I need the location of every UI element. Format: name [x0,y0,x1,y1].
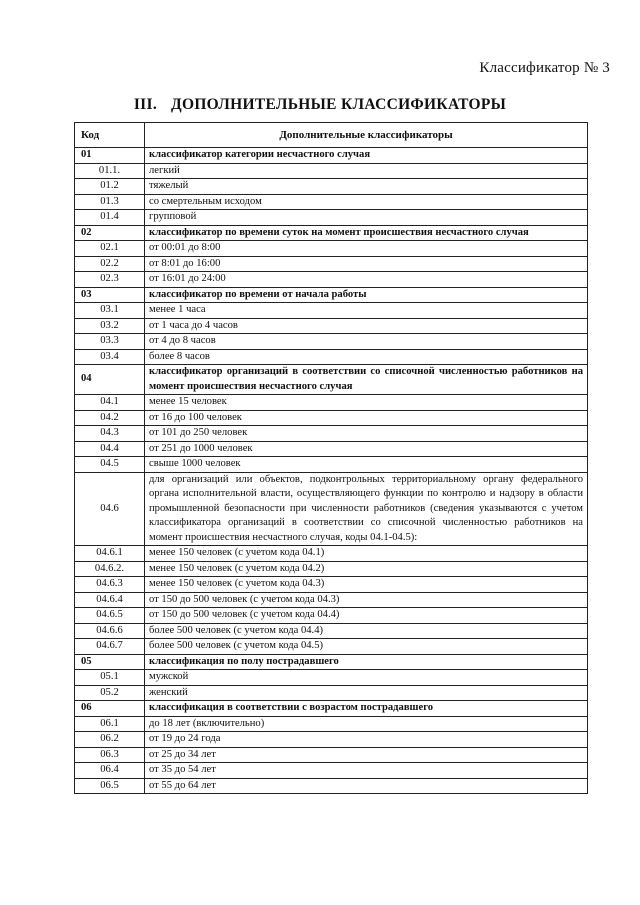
table-row [75,778,588,794]
table-row [75,272,588,288]
row-description: от 16 до 100 человек [145,410,588,426]
row-description: женский [145,685,588,701]
row-code: 04.6.2. [75,561,145,577]
classifiers-table [74,122,588,794]
row-code: 04.4 [75,441,145,457]
row-description: менее 1 часа [145,303,588,319]
table-row [75,623,588,639]
row-description: менее 150 человек (с учетом кода 04.1) [145,546,588,562]
table-row [75,561,588,577]
table-header-row [75,123,588,148]
row-code: 04.3 [75,426,145,442]
row-description: для организаций или объектов, подконтрольных территориальному органу федерального органа исполнительной власти, осуществляющего функции по контролю и надзору в области промышленной безопасности при численности работников (сведения указываются с учетом классификатора организаций в соответствии со списочной численностью работников на момент происшествия несчастного случая, коды 04.1-04.5): [145,472,588,546]
row-description: тяжелый [145,179,588,195]
row-description: от 55 до 64 лет [145,778,588,794]
row-description: от 251 до 1000 человек [145,441,588,457]
column-header-code: Код [75,123,145,148]
table-row [75,395,588,411]
table-row [75,410,588,426]
row-code: 03.3 [75,334,145,350]
row-code: 05.2 [75,685,145,701]
row-code: 06.3 [75,747,145,763]
row-description: классификатор по времени суток на момент происшествия несчастного случая [145,225,588,241]
table-row [75,194,588,210]
table-row [75,639,588,655]
row-code: 02.1 [75,241,145,257]
row-description: легкий [145,163,588,179]
row-description: классификатор категории несчастного случая [145,148,588,164]
row-code: 04.6.1 [75,546,145,562]
row-code: 06.1 [75,716,145,732]
table-row [75,426,588,442]
row-code: 04.6.5 [75,608,145,624]
row-code: 04.1 [75,395,145,411]
table-row [75,763,588,779]
row-description: мужской [145,670,588,686]
table-row [75,349,588,365]
section-title [0,96,640,114]
row-description: менее 15 человек [145,395,588,411]
column-header-classifiers: Дополнительные классификаторы [145,123,588,148]
table-row [75,303,588,319]
table-row [75,732,588,748]
table-row [75,546,588,562]
table-row [75,241,588,257]
row-code: 01.4 [75,210,145,226]
row-code: 01.1. [75,163,145,179]
table-row [75,685,588,701]
table-row [75,670,588,686]
row-code: 03 [75,287,145,303]
table-group-row [75,701,588,717]
table-row [75,334,588,350]
row-code: 04.6.7 [75,639,145,655]
row-description: от 4 до 8 часов [145,334,588,350]
table-group-row [75,287,588,303]
row-description: свыше 1000 человек [145,457,588,473]
row-description: более 8 часов [145,349,588,365]
row-description: более 500 человек (с учетом кода 04.5) [145,639,588,655]
row-description: от 101 до 250 человек [145,426,588,442]
row-code: 04.6.3 [75,577,145,593]
row-code: 06.4 [75,763,145,779]
row-code: 04.2 [75,410,145,426]
row-description: со смертельным исходом [145,194,588,210]
row-code: 02.2 [75,256,145,272]
section-title-text: ДОПОЛНИТЕЛЬНЫЕ КЛАССИФИКАТОРЫ [171,96,507,113]
row-code: 04.5 [75,457,145,473]
table-row [75,472,588,546]
row-code: 01.3 [75,194,145,210]
row-code: 06.2 [75,732,145,748]
table-row [75,592,588,608]
row-code: 05.1 [75,670,145,686]
table-row [75,747,588,763]
table-row [75,163,588,179]
table-row [75,179,588,195]
row-description: менее 150 человек (с учетом кода 04.2) [145,561,588,577]
table-group-row [75,225,588,241]
row-code: 06 [75,701,145,717]
row-description: от 19 до 24 года [145,732,588,748]
table-row [75,210,588,226]
row-code: 01.2 [75,179,145,195]
row-description: от 16:01 до 24:00 [145,272,588,288]
table-row [75,318,588,334]
row-description: более 500 человек (с учетом кода 04.4) [145,623,588,639]
row-code: 02.3 [75,272,145,288]
table-row [75,457,588,473]
row-description: классификатор по времени от начала работы [145,287,588,303]
table-group-row [75,365,588,395]
row-description: классификация по полу пострадавшего [145,654,588,670]
row-description: менее 150 человек (с учетом кода 04.3) [145,577,588,593]
row-code: 03.4 [75,349,145,365]
row-description: от 25 до 34 лет [145,747,588,763]
row-description: классификация в соответствии с возрастом пострадавшего [145,701,588,717]
row-code: 04.6.6 [75,623,145,639]
row-description: от 1 часа до 4 часов [145,318,588,334]
table-row [75,441,588,457]
table-row [75,577,588,593]
row-description: от 35 до 54 лет [145,763,588,779]
row-code: 04 [75,365,145,395]
row-description: классификатор организаций в соответствии со списочной численностью работников на момент происшествия несчастного случая [145,365,588,395]
row-description: от 150 до 500 человек (с учетом кода 04.4) [145,608,588,624]
row-code: 03.2 [75,318,145,334]
row-code: 04.6.4 [75,592,145,608]
classifier-number-label: Классификатор № 3 [479,60,610,76]
row-code: 05 [75,654,145,670]
row-description: от 8:01 до 16:00 [145,256,588,272]
row-code: 01 [75,148,145,164]
row-code: 03.1 [75,303,145,319]
table-row [75,716,588,732]
row-code: 04.6 [75,472,145,546]
row-code: 02 [75,225,145,241]
row-description: групповой [145,210,588,226]
row-description: от 150 до 500 человек (с учетом кода 04.3) [145,592,588,608]
table-group-row [75,148,588,164]
row-description: до 18 лет (включительно) [145,716,588,732]
row-code: 06.5 [75,778,145,794]
table-row [75,256,588,272]
row-description: от 00:01 до 8:00 [145,241,588,257]
table-row [75,608,588,624]
table-group-row [75,654,588,670]
section-number: III. [133,96,157,113]
